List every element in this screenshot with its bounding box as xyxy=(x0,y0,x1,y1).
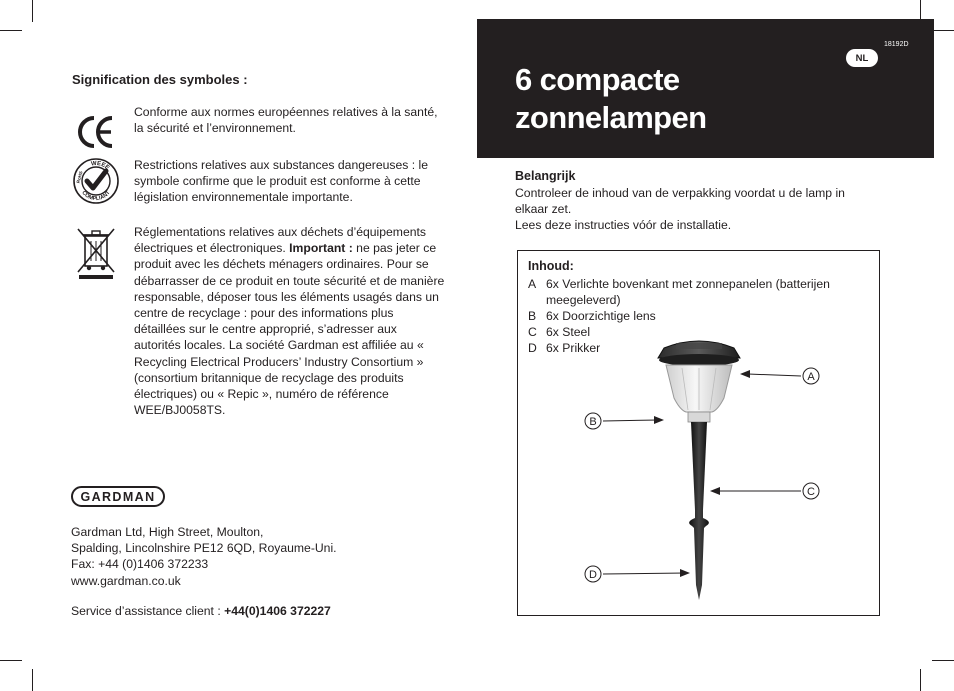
crossed-bin-icon xyxy=(72,224,120,280)
gardman-logo: GARDMAN xyxy=(71,486,165,507)
address-line: Spalding, Lincolnshire PE12 6QD, Royaume-Uni. xyxy=(71,541,337,556)
svg-text:A: A xyxy=(807,371,815,383)
callout-label-A xyxy=(803,368,819,384)
lamp-cap xyxy=(658,341,740,366)
svg-text:C: C xyxy=(807,486,815,498)
crop-mark xyxy=(0,660,22,661)
svg-text:D: D xyxy=(589,569,597,581)
important-line: Controleer de inhoud van de verpakking voordat u de lamp in elkaar zet. xyxy=(515,186,845,217)
symbol-row-weee xyxy=(72,224,452,424)
important-heading: Belangrijk xyxy=(515,169,576,183)
product-code: 18192D xyxy=(884,41,909,48)
rohs-description: Restrictions relatives aux substances dangereuses : le symbole confirme que le produit est conforme à cette législation environnementale importante. xyxy=(134,158,429,205)
company-address xyxy=(71,524,337,589)
title-line: 6 compacte xyxy=(515,62,680,97)
symbol-row-ce xyxy=(72,104,452,148)
svg-text:B: B xyxy=(589,416,597,428)
customer-service xyxy=(71,604,331,618)
item-label: 6x Verlichte bovenkant met zonnepanelen (batterijen meegeleverd) xyxy=(546,277,830,307)
lamp-lens xyxy=(666,365,732,422)
important-text xyxy=(515,185,875,234)
important-line: Lees deze instructies vóór de installatie. xyxy=(515,218,732,233)
address-line: Gardman Ltd, High Street, Moulton, xyxy=(71,525,264,539)
important-label: Important : xyxy=(289,241,353,256)
item-letter: A xyxy=(528,277,537,291)
lamp-stake xyxy=(689,422,709,600)
callout-label-B xyxy=(585,413,601,429)
svg-text:RoHS: RoHS xyxy=(75,170,84,184)
crop-mark xyxy=(32,0,33,22)
item-letter: B xyxy=(528,309,537,323)
solar-lamp-diagram xyxy=(518,330,879,615)
svg-text:COMPLIANT: COMPLIANT xyxy=(80,190,112,203)
rohs-compliance-icon xyxy=(72,157,120,205)
fax-line: Fax: +44 (0)1406 372233 xyxy=(71,557,209,572)
list-item xyxy=(528,308,873,324)
item-letter: C xyxy=(528,325,537,339)
list-item xyxy=(528,276,873,308)
website-link[interactable]: www.gardman.co.uk xyxy=(71,573,181,588)
title-line: zonnelampen xyxy=(515,100,707,135)
svg-text:WEEE: WEEE xyxy=(90,160,111,172)
item-label: 6x Prikker xyxy=(546,341,601,355)
symbol-row-rohs xyxy=(72,157,452,213)
service-label: Service d’assistance client : xyxy=(71,604,225,618)
symbols-title: Signification des symboles : xyxy=(72,72,248,87)
crop-mark xyxy=(32,669,33,691)
callout-label-C xyxy=(803,483,819,499)
language-badge: NL xyxy=(846,49,878,67)
crop-mark xyxy=(932,30,954,31)
page-title xyxy=(515,61,835,137)
crop-mark xyxy=(932,660,954,661)
crop-mark xyxy=(920,669,921,691)
item-letter: D xyxy=(528,341,537,355)
ce-description: Conforme aux normes européennes relatives à la santé, la sécurité et l’environnement. xyxy=(134,105,438,136)
item-label: 6x Steel xyxy=(546,325,591,339)
weee-description: Réglementations relatives aux déchets d’équipements électriques et électroniques. Important : ne pas jeter ce produit avec les déchets ménagers ordinaires. Pour se débarrasser de ce produit en toute sécurité et de manière responsable, déposer tous les éléments usagés dans un centre de recyclage : pour des informations plus détaillées sur le centre approprié, s’adresser aux autorités locales. La société Gardman est affiliée au « Recycling Electrical Producers’ Industry Consortium » (consortium britannique de recyclage des produits électriques) ou « Repic », numéro de référence WEE/BJ0058TS. xyxy=(134,225,445,418)
crop-mark xyxy=(0,30,22,31)
service-phone: +44(0)1406 372227 xyxy=(224,604,331,618)
item-label: 6x Doorzichtige lens xyxy=(546,309,656,323)
callout-label-D xyxy=(585,566,601,582)
ce-mark-icon xyxy=(72,108,120,156)
contents-heading: Inhoud: xyxy=(528,259,574,273)
